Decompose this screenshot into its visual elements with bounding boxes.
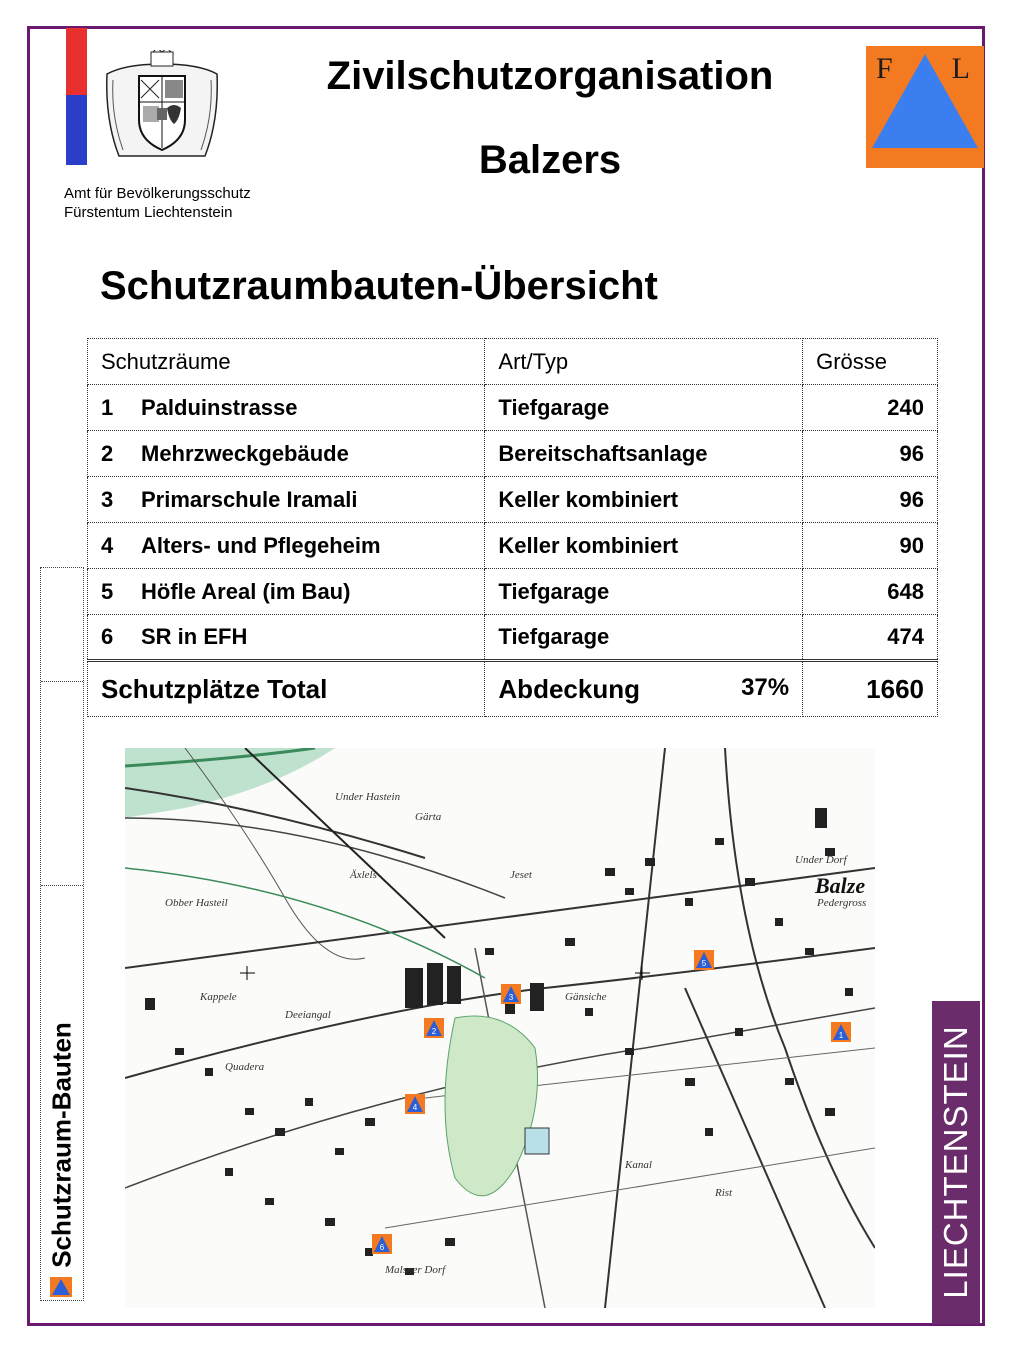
map-label: Malsner Dorf xyxy=(385,1264,446,1276)
page-heading: Schutzraumbauten-Übersicht xyxy=(100,264,658,308)
shelter-marker-2[interactable] xyxy=(424,1018,444,1038)
marker-number: 2 xyxy=(431,1027,437,1036)
shelter-size: 90 xyxy=(803,523,938,569)
marker-number: 5 xyxy=(701,959,707,968)
marker-number: 6 xyxy=(379,1243,385,1252)
table-row xyxy=(88,385,938,431)
shelter-type: Keller kombiniert xyxy=(485,477,803,523)
logo-letter-l: L xyxy=(951,52,970,85)
shelter-number: 6 xyxy=(101,624,114,649)
map-label: Deeiangal xyxy=(285,1009,331,1021)
title-line1: Zivilschutzorganisation xyxy=(326,54,774,98)
coverage-cell xyxy=(485,661,803,717)
shelter-marker-4[interactable] xyxy=(405,1094,425,1114)
table-row xyxy=(88,523,938,569)
vertical-section-label: Schutzraum-Bauten xyxy=(46,1022,77,1268)
column-header-type: Art/Typ xyxy=(485,339,803,385)
shelter-marker-5[interactable] xyxy=(694,950,714,970)
shelter-size: 96 xyxy=(803,477,938,523)
flag-red-stripe xyxy=(66,28,87,95)
side-strip-divider xyxy=(41,885,83,886)
map-label: Gärta xyxy=(415,811,442,823)
shelter-name-cell xyxy=(88,569,485,615)
shelter-number: 3 xyxy=(101,486,114,512)
shelter-name: Primarschule Iramali xyxy=(141,486,358,512)
shelter-type: Keller kombiniert xyxy=(485,523,803,569)
shelter-name: SR in EFH xyxy=(141,624,248,649)
shelter-marker-1[interactable] xyxy=(831,1022,851,1042)
map-canvas xyxy=(125,748,875,1308)
marker-number: 4 xyxy=(412,1103,418,1112)
map-label: Äxlels xyxy=(350,869,377,881)
shelter-name: Alters- und Pflegeheim xyxy=(141,532,381,558)
total-label: Schutzplätze Total xyxy=(88,661,485,717)
office-name-line1: Amt für Bevölkerungsschutz xyxy=(64,185,251,202)
shelter-name: Mehrzweckgebäude xyxy=(141,440,349,466)
shelter-map xyxy=(125,748,875,1308)
shelter-type: Bereitschaftsanlage xyxy=(485,431,803,477)
shelter-name-cell xyxy=(88,385,485,431)
table-header-row xyxy=(88,339,938,385)
table-row xyxy=(88,477,938,523)
map-label: Kanal xyxy=(625,1159,652,1171)
shelter-name-cell xyxy=(88,615,485,661)
shelter-number: 2 xyxy=(101,440,114,466)
map-place-name: Balze xyxy=(815,873,866,898)
shelter-size: 240 xyxy=(803,385,938,431)
shelter-type: Tiefgarage xyxy=(485,385,803,431)
column-header-size: Grösse xyxy=(803,339,938,385)
map-label: Gänsiche xyxy=(565,991,607,1003)
office-name-line2: Fürstentum Liechtenstein xyxy=(64,204,233,221)
marker-number: 3 xyxy=(508,993,514,1002)
shelter-name: Palduinstrasse xyxy=(141,394,298,420)
side-strip-divider xyxy=(41,681,83,682)
marker-number: 1 xyxy=(838,1031,844,1040)
shelter-name: Höfle Areal (im Bau) xyxy=(141,578,351,604)
map-pond xyxy=(525,1128,549,1154)
logo-letter-f: F xyxy=(876,52,893,85)
shelter-marker-3[interactable] xyxy=(501,984,521,1004)
map-label: Kappele xyxy=(200,991,237,1003)
shelter-size: 648 xyxy=(803,569,938,615)
title-line2: Balzers xyxy=(478,138,622,182)
table-row xyxy=(88,431,938,477)
coat-of-arms-icon xyxy=(103,50,221,162)
shelter-marker-icon xyxy=(50,1277,72,1297)
shelter-size: 96 xyxy=(803,431,938,477)
shelter-number: 1 xyxy=(101,394,114,420)
total-size: 1660 xyxy=(803,661,938,717)
brand-text: LIECHTENSTEIN xyxy=(937,1025,974,1299)
coverage-label: Abdeckung xyxy=(498,673,640,704)
map-label: Jeset xyxy=(510,869,532,881)
map-label: Under Dorf xyxy=(795,854,847,866)
map-label: Quadera xyxy=(225,1061,265,1073)
column-header-shelters: Schutzräume xyxy=(88,339,485,385)
shelter-type: Tiefgarage xyxy=(485,615,803,661)
shelter-type: Tiefgarage xyxy=(485,569,803,615)
coverage-value: 37% xyxy=(741,673,790,701)
shelter-name-cell xyxy=(88,477,485,523)
shelter-number: 5 xyxy=(101,578,114,604)
map-label: Pedergross xyxy=(817,897,867,909)
shelter-name-cell xyxy=(88,523,485,569)
map-label: Obber Hasteil xyxy=(165,897,228,909)
table-row xyxy=(88,569,938,615)
table-total-row xyxy=(88,661,938,717)
map-label: Rist xyxy=(715,1187,733,1199)
shelter-name-cell xyxy=(88,431,485,477)
office-name xyxy=(64,184,251,222)
shelter-table xyxy=(87,338,938,717)
map-label: Under Hastein xyxy=(335,791,401,803)
table-row xyxy=(88,615,938,661)
shelter-number: 4 xyxy=(101,532,114,558)
shelter-marker-6[interactable] xyxy=(372,1234,392,1254)
civil-protection-logo xyxy=(866,46,984,168)
flag-blue-stripe xyxy=(66,95,87,165)
shelter-size: 474 xyxy=(803,615,938,661)
